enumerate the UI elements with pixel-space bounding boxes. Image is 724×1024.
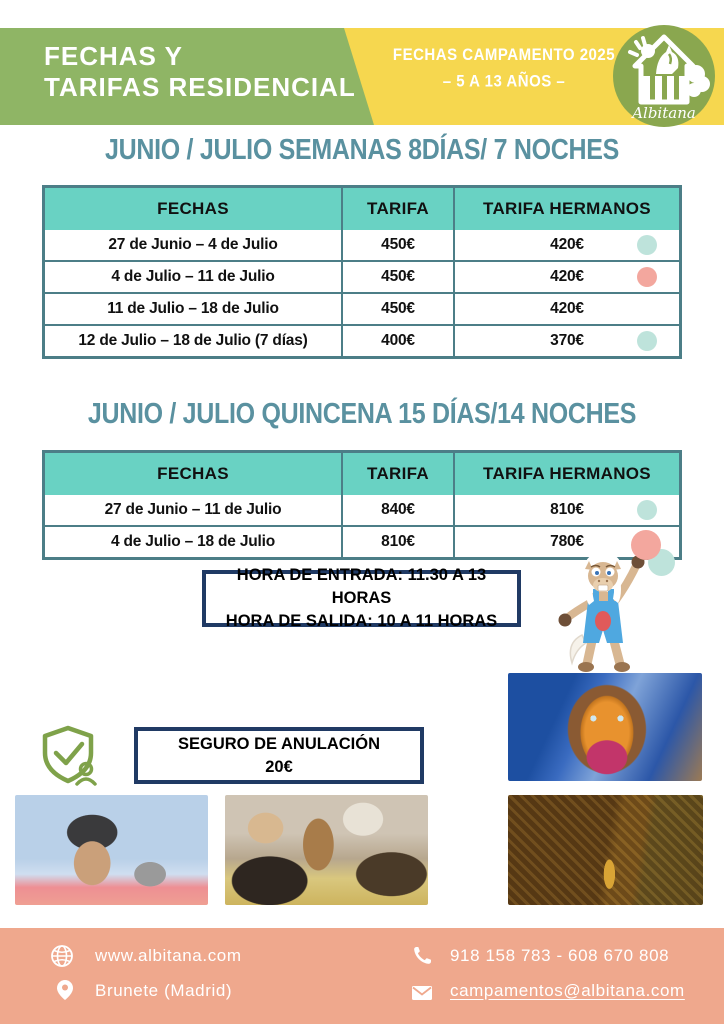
table-body bbox=[45, 230, 679, 356]
tarifa-hermanos-cell bbox=[455, 495, 679, 525]
tarifa-hermanos-cell bbox=[455, 262, 679, 292]
page-title bbox=[44, 41, 356, 103]
website-link: www.albitana.com bbox=[95, 946, 242, 965]
availability-dot bbox=[637, 235, 657, 255]
tarifa-hermanos-value: 420€ bbox=[550, 268, 584, 285]
camp-dates-badge bbox=[388, 43, 620, 96]
table-header-row bbox=[45, 188, 679, 230]
col-header-fechas: FECHAS bbox=[45, 453, 343, 495]
albitana-logo bbox=[612, 24, 716, 128]
cancellation-insurance-box bbox=[134, 727, 424, 784]
availability-dot bbox=[637, 500, 657, 520]
photo-girl-tiger-facepaint bbox=[508, 673, 702, 781]
section-title-semanas: JUNIO / JULIO SEMANAS 8DÍAS/ 7 NOCHES bbox=[105, 133, 619, 167]
badge-line2: – 5 A 13 AÑOS – bbox=[442, 72, 566, 91]
hours-info-box bbox=[202, 566, 521, 630]
col-header-tarifa: TARIFA bbox=[343, 188, 455, 230]
contact-footer bbox=[0, 928, 724, 1024]
location-text: Brunete (Madrid) bbox=[95, 981, 233, 1000]
availability-dot bbox=[637, 331, 657, 351]
fechas-cell: 11 de Julio – 18 de Julio bbox=[45, 294, 343, 324]
deco-dot-pink bbox=[631, 530, 661, 560]
mail-icon bbox=[410, 981, 434, 1005]
logo-wordmark: Albitana bbox=[632, 104, 696, 122]
photo-children-feeding-goats bbox=[225, 795, 428, 905]
shield-check-icon bbox=[36, 722, 104, 790]
location-pin-icon bbox=[53, 978, 77, 1002]
fechas-cell: 27 de Junio – 11 de Julio bbox=[45, 495, 343, 525]
photo-honeycomb-dripping bbox=[508, 795, 703, 905]
tarifa-hermanos-cell bbox=[455, 294, 679, 324]
tarifa-hermanos-cell bbox=[455, 326, 679, 356]
table-header-row bbox=[45, 453, 679, 495]
tarifa-hermanos-value: 810€ bbox=[550, 501, 584, 518]
col-header-tarifa-hermanos: TARIFA HERMANOS bbox=[483, 199, 651, 218]
badge-line1: FECHAS CAMPAMENTO 2025 bbox=[392, 45, 616, 65]
exit-hours: HORA DE SALIDA: 10 A 11 HORAS bbox=[225, 612, 498, 630]
tarifa-cell: 400€ bbox=[343, 326, 455, 356]
availability-dot bbox=[637, 267, 657, 287]
table-row bbox=[45, 292, 679, 324]
table-row bbox=[45, 260, 679, 292]
col-header-tarifa: TARIFA bbox=[343, 453, 455, 495]
entry-hours: HORA DE ENTRADA: 11.30 A 13 HORAS bbox=[236, 566, 487, 607]
tarifa-hermanos-value: 780€ bbox=[550, 533, 584, 550]
fechas-cell: 12 de Julio – 18 de Julio (7 días) bbox=[45, 326, 343, 356]
tarifa-hermanos-value: 420€ bbox=[550, 236, 584, 253]
table-row bbox=[45, 495, 679, 525]
tarifa-hermanos-value: 370€ bbox=[550, 332, 584, 349]
insurance-label: SEGURO DE ANULACIÓN bbox=[178, 734, 380, 753]
tarifa-hermanos-value: 420€ bbox=[550, 300, 584, 317]
col-header-tarifa-hermanos: TARIFA HERMANOS bbox=[483, 464, 651, 483]
table-row bbox=[45, 230, 679, 260]
globe-icon bbox=[50, 944, 74, 968]
email-link[interactable]: campamentos@albitana.com bbox=[450, 981, 685, 1000]
mascot-horse-illustration bbox=[542, 543, 662, 675]
tarifa-cell: 450€ bbox=[343, 294, 455, 324]
phone-icon bbox=[410, 944, 434, 968]
page-title-line1: FECHAS Y bbox=[44, 41, 183, 71]
section-title-quincena: JUNIO / JULIO QUINCENA 15 DÍAS/14 NOCHES bbox=[87, 397, 637, 431]
fechas-cell: 27 de Junio – 4 de Julio bbox=[45, 230, 343, 260]
table-row bbox=[45, 324, 679, 356]
photo-child-zipline-helmet bbox=[15, 795, 208, 905]
page-title-line2: TARIFAS RESIDENCIAL bbox=[44, 72, 356, 102]
tarifa-cell: 450€ bbox=[343, 262, 455, 292]
col-header-fechas: FECHAS bbox=[45, 188, 343, 230]
fechas-cell: 4 de Julio – 18 de Julio bbox=[45, 527, 343, 557]
tarifa-cell: 840€ bbox=[343, 495, 455, 525]
insurance-price: 20€ bbox=[265, 757, 293, 776]
rates-table-semanas bbox=[42, 185, 682, 359]
tarifa-hermanos-cell bbox=[455, 230, 679, 260]
fechas-cell: 4 de Julio – 11 de Julio bbox=[45, 262, 343, 292]
tarifa-cell: 810€ bbox=[343, 527, 455, 557]
header-band bbox=[0, 28, 724, 125]
phone-numbers: 918 158 783 - 608 670 808 bbox=[450, 946, 670, 965]
tarifa-cell: 450€ bbox=[343, 230, 455, 260]
